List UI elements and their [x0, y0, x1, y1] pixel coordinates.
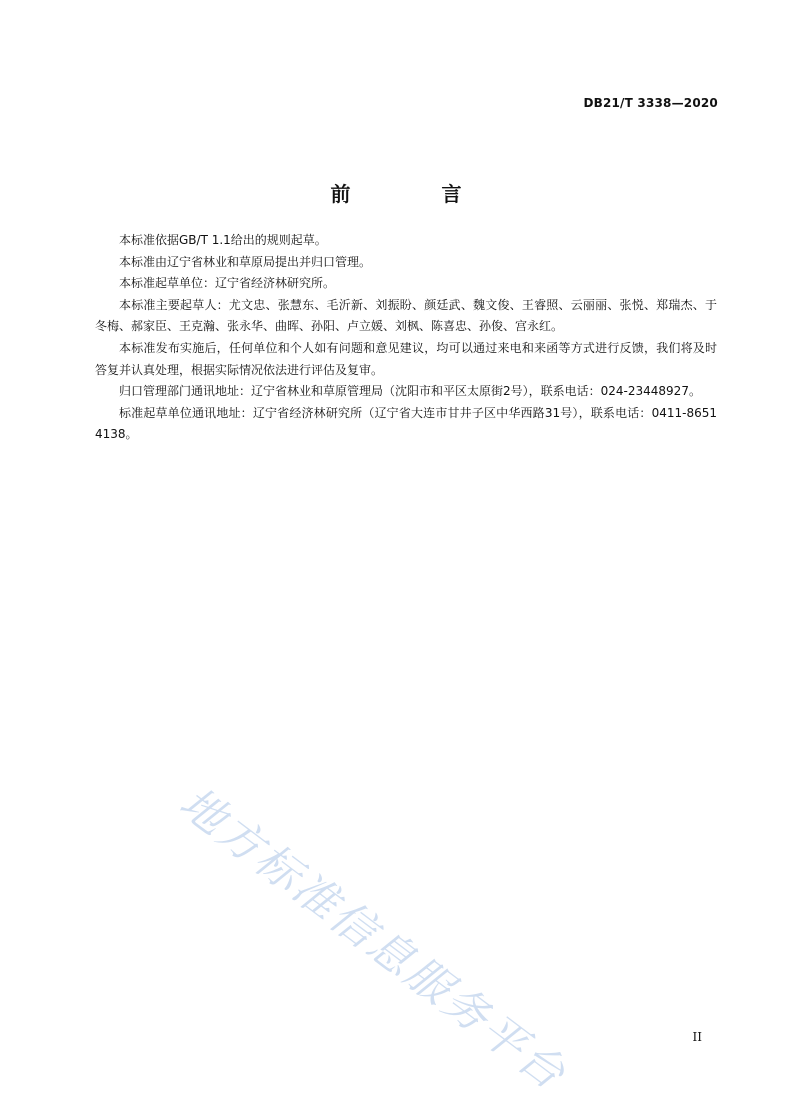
- page-title: 前 言: [330, 182, 504, 206]
- paragraph-drafting-rules: 本标准依据GB/T 1.1给出的规则起草。: [119, 233, 327, 247]
- paragraph-proposer: 本标准由辽宁省林业和草原局提出并归口管理。: [119, 254, 372, 269]
- page-number: II: [692, 1030, 702, 1044]
- paragraph-drafters: 本标准主要起草人：尤文忠、张慧东、毛沂新、刘振盼、颜廷武、魏文俊、王睿照、云丽丽、张悦、郑瑞杰、于冬梅、郝家臣、王克瀚、张永华、曲晖、孙阳、卢立媛、刘枫、陈喜忠、孙俊、宫永红。: [95, 297, 717, 334]
- watermark-text: 地方标准信息服务平台: [169, 777, 576, 1101]
- foreword-body: [95, 230, 717, 446]
- paragraph-admin-address: 归口管理部门通讯地址：辽宁省林业和草原管理局（沈阳市和平区太原街2号），联系电话：024-23448927。: [119, 384, 701, 399]
- paragraph-drafting-unit: 本标准起草单位：辽宁省经济林研究所。: [119, 276, 336, 291]
- paragraph-drafter-address: 标准起草单位通讯地址：辽宁省经济林研究所（辽宁省大连市甘井子区中华西路31号），联系电话：0411-86514138。: [95, 405, 717, 442]
- document-code: DB21/T 3338—2020: [583, 96, 718, 110]
- paragraph-feedback: 本标准发布实施后，任何单位和个人如有问题和意见建议，均可以通过来电和来函等方式进行反馈，我们将及时答复并认真处理，根据实际情况依法进行评估及复审。: [95, 340, 717, 377]
